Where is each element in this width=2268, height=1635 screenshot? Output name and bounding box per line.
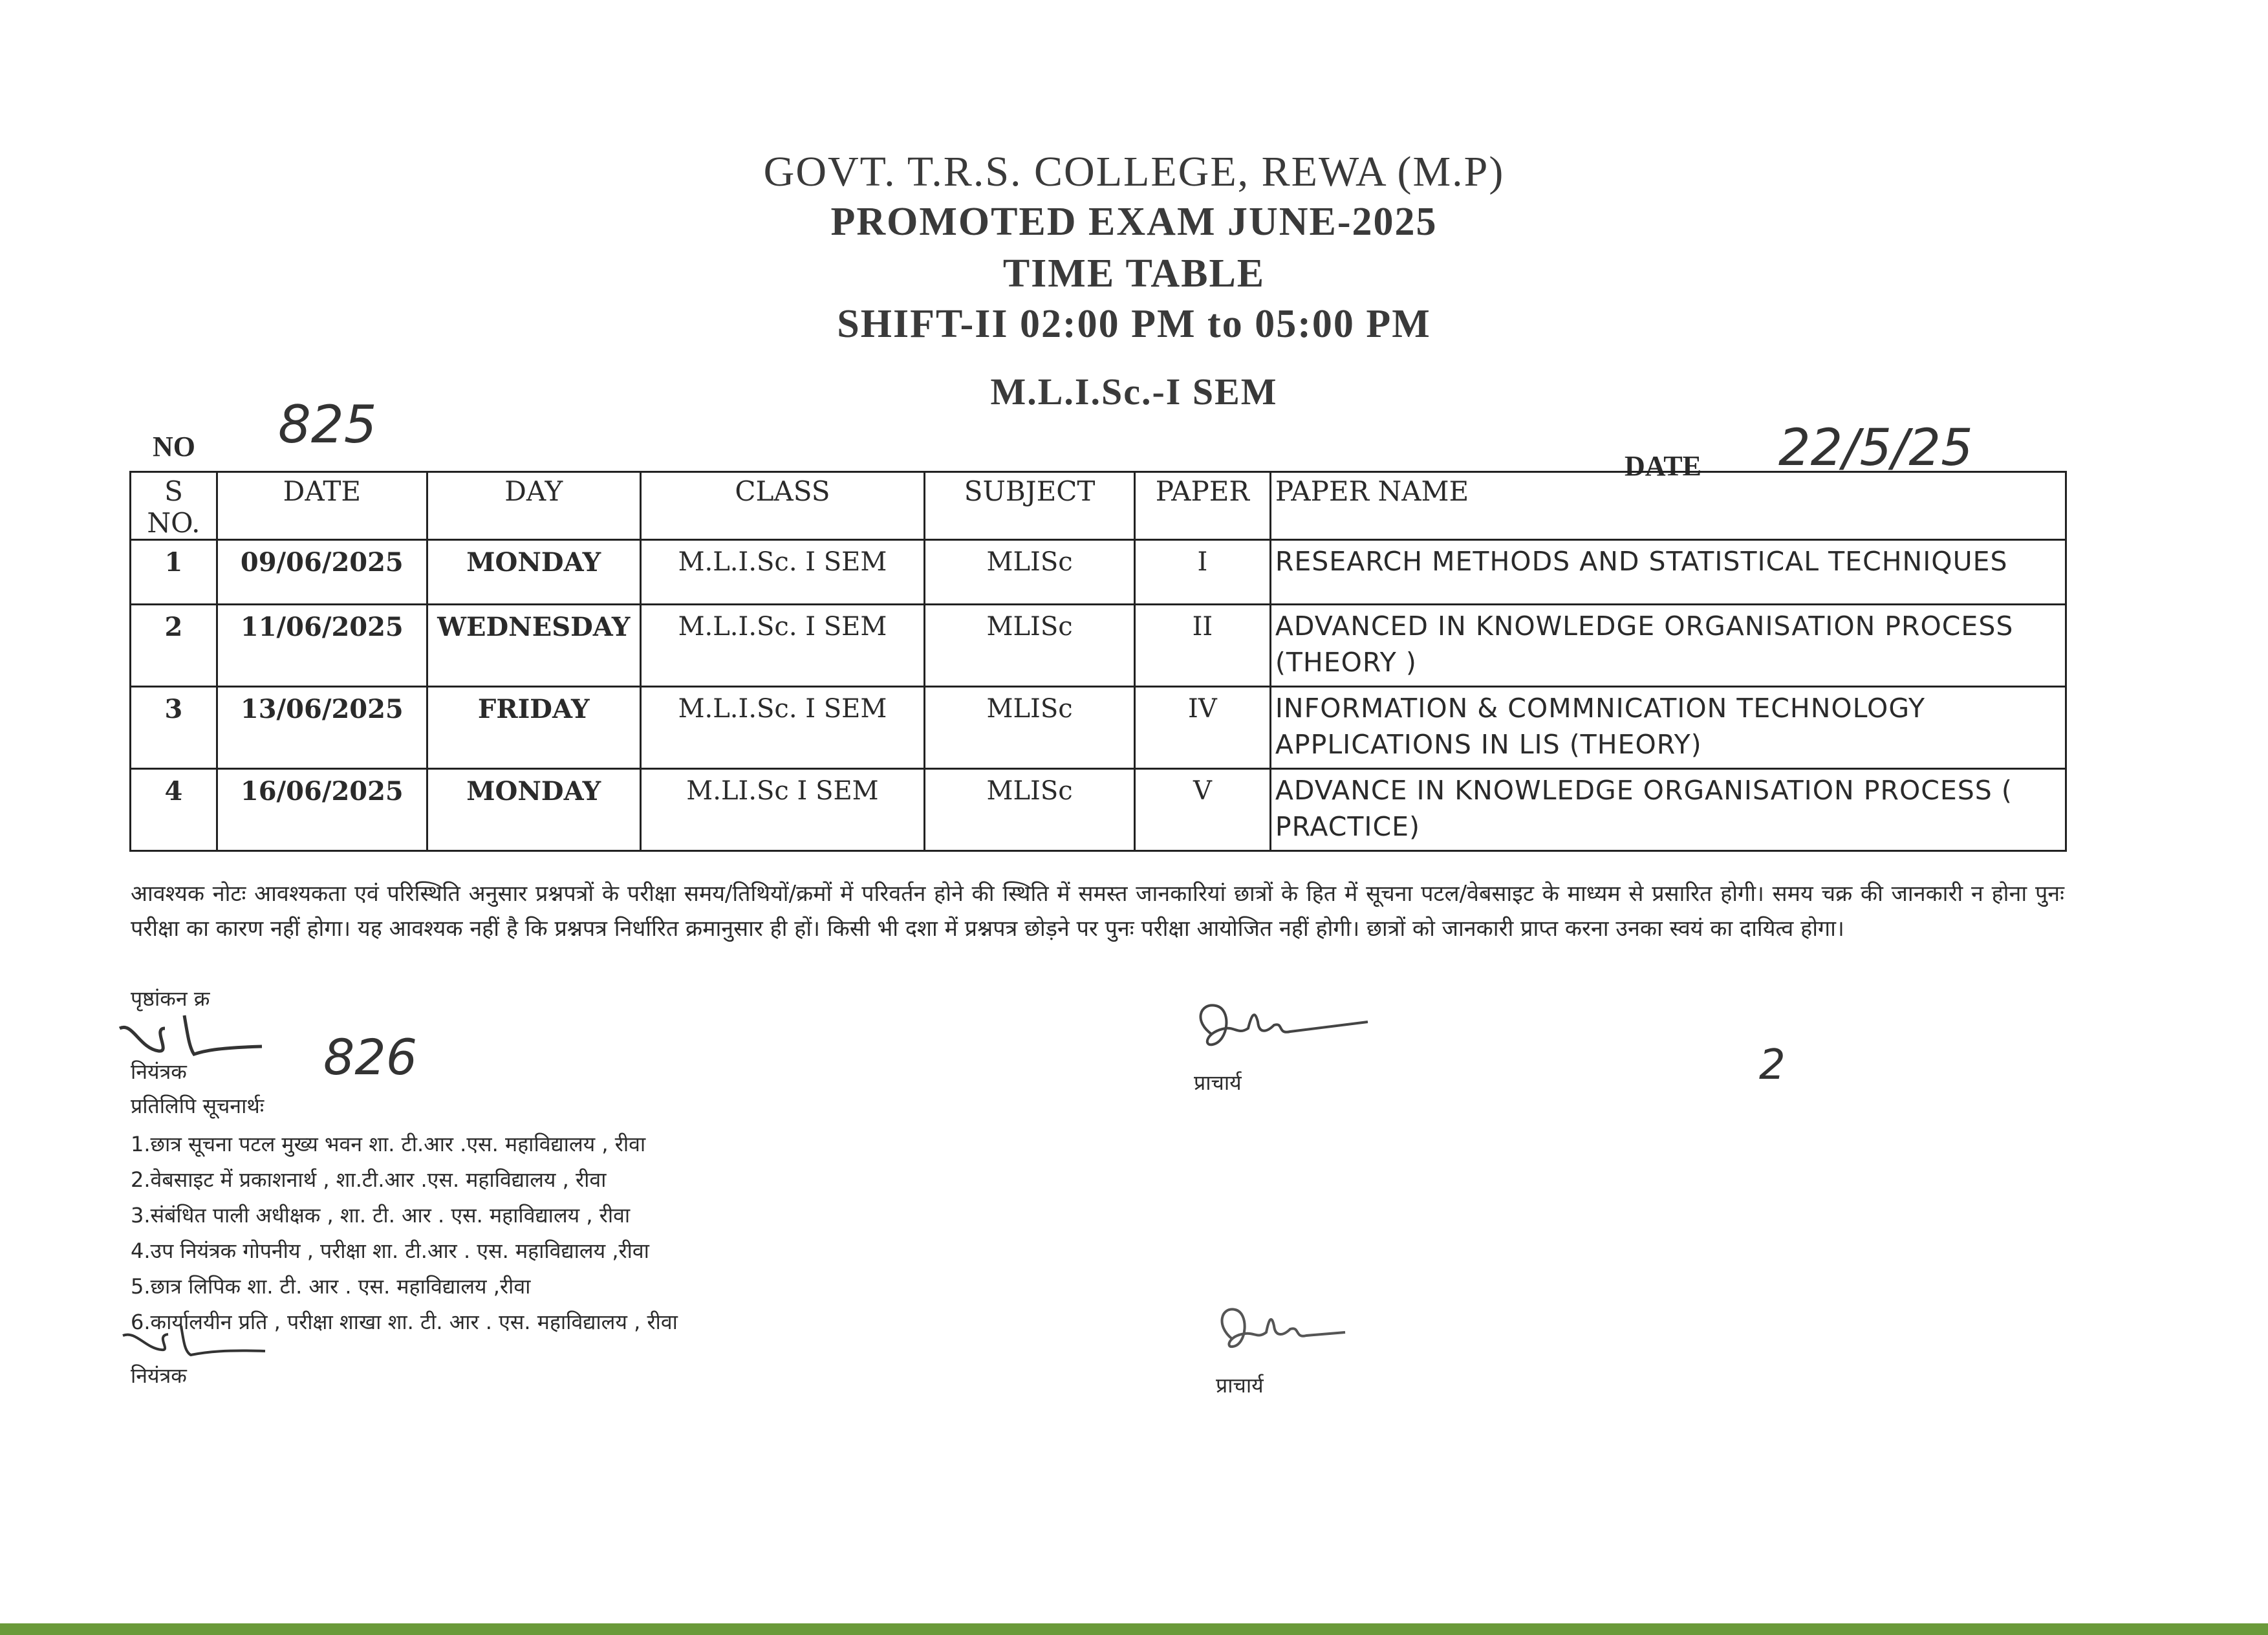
cell-paper: I [1134,540,1270,605]
scan-edge-strip [0,1623,2268,1635]
list-item: 3.संबंधित पाली अधीक्षक , शा. टी. आर . एस. महाविद्यालय , रीवा [131,1203,631,1228]
list-item: 2.वेबसाइट में प्रकाशनार्थ , शा.टी.आर .एस. महाविद्यालय , रीवा [131,1167,607,1192]
shift-timing: SHIFT-II 02:00 PM to 05:00 PM [837,302,1431,346]
table-row [131,605,2066,687]
footer-principal-signature-icon [1209,1300,1365,1371]
cell-paper-name: INFORMATION & COMMNICATION TECHNOLOGY APPLICATIONS IN LIS (THEORY) [1270,687,2066,769]
cell-subject: MLISc [925,769,1135,851]
cell-sno: 4 [131,769,217,851]
col-header-day: DAY [427,472,640,540]
table-row [131,540,2066,605]
exam-title: PROMOTED EXAM JUNE-2025 [830,200,1438,244]
cell-class: M.L.I.Sc. I SEM [640,540,924,605]
page-no-value: 826 [323,1028,418,1086]
cell-paper: II [1134,605,1270,687]
college-name: GOVT. T.R.S. COLLEGE, REWA (M.P) [763,148,1505,195]
cell-day: WEDNESDAY [427,605,640,687]
cell-date: 09/06/2025 [217,540,427,605]
cell-day: MONDAY [427,540,640,605]
ref-date-label: DATE [1625,450,1701,482]
copy-to-label: प्रतिलिपि सूचनार्थः [131,1094,265,1118]
ref-date-value: 22/5/25 [1778,419,1973,477]
cell-sno: 3 [131,687,217,769]
handwritten-mark: 2 [1759,1041,1786,1089]
cell-day: FRIDAY [427,687,640,769]
cell-date: 11/06/2025 [217,605,427,687]
cell-date: 16/06/2025 [217,769,427,851]
table-header-row [131,472,2066,540]
footer-principal-title: प्राचार्य [1216,1373,1264,1398]
controller-title: नियंत्रक [131,1059,187,1084]
table-row [131,687,2066,769]
col-header-subject: SUBJECT [925,472,1135,540]
list-item: 4.उप नियंत्रक गोपनीय , परीक्षा शा. टी.आर . एस. महाविद्यालय ,रीवा [131,1239,649,1263]
cell-class: M.L.I.Sc. I SEM [640,605,924,687]
list-item: 1.छात्र सूचना पटल मुख्य भवन शा. टी.आर .एस. महाविद्यालय , रीवा [131,1132,646,1156]
cell-date: 13/06/2025 [217,687,427,769]
table-row [131,769,2066,851]
cell-day: MONDAY [427,769,640,851]
cell-subject: MLISc [925,540,1135,605]
cell-subject: MLISc [925,687,1135,769]
cell-paper-name: ADVANCE IN KNOWLEDGE ORGANISATION PROCESS ( PRACTICE) [1270,769,2066,851]
cell-sno: 2 [131,605,217,687]
col-header-paper: PAPER [1134,472,1270,540]
cell-class: M.LI.Sc I SEM [640,769,924,851]
time-table [129,471,2067,852]
page-no-label: पृष्ठांकन क्र [131,986,210,1011]
col-header-date: DATE [217,472,427,540]
cell-class: M.L.I.Sc. I SEM [640,687,924,769]
cell-paper: IV [1134,687,1270,769]
col-header-paper-name: PAPER NAME [1270,472,2066,540]
cell-paper-name: RESEARCH METHODS AND STATISTICAL TECHNIQUES [1270,540,2066,605]
cell-sno: 1 [131,540,217,605]
list-item: 5.छात्र लिपिक शा. टी. आर . एस. महाविद्यालय ,रीवा [131,1274,531,1299]
class-title: M.L.I.Sc.-I SEM [990,371,1278,413]
principal-title: प्राचार्य [1194,1070,1242,1095]
footer-controller-title: नियंत्रक [131,1363,187,1388]
cell-paper: V [1134,769,1270,851]
ref-no-label: NO [153,431,195,462]
col-header-class: CLASS [640,472,924,540]
cell-subject: MLISc [925,605,1135,687]
list-item: 6.कार्यालयीन प्रति , परीक्षा शाखा शा. टी. आर . एस. महाविद्यालय , रीवा [131,1310,678,1334]
copy-to-list [131,1127,678,1340]
cell-paper-name: ADVANCED IN KNOWLEDGE ORGANISATION PROCESS (THEORY ) [1270,605,2066,687]
important-note: आवश्यक नोटः आवश्यकता एवं परिस्थिति अनुसार प्रश्नपत्रों के परीक्षा समय/तिथियों/क्रमों में परिवर्तन होने की स्थिति में समस्त जानकारियां छात्रों के हित में सूचना पटल/वेबसाइट के माध्यम से प्रसारित होगी। समय चक्र की जानकारी न होना पुनः परीक्षा का कारण नहीं होगा। यह आवश्यक नहीं है कि प्रश्नपत्र निर्धारित क्रमानुसार ही हों। किसी भी दशा में प्रश्नपत्र छोड़ने पर पुनः परीक्षा आयोजित नहीं होगी। छात्रों को जानकारी प्राप्त करना उनका स्वयं का दायित्व होगा। [131,881,2064,942]
principal-signature-icon [1187,996,1381,1067]
doc-type: TIME TABLE [1002,252,1266,296]
ref-no-value: 825 [278,395,377,455]
col-header-sno: S NO. [131,472,217,540]
